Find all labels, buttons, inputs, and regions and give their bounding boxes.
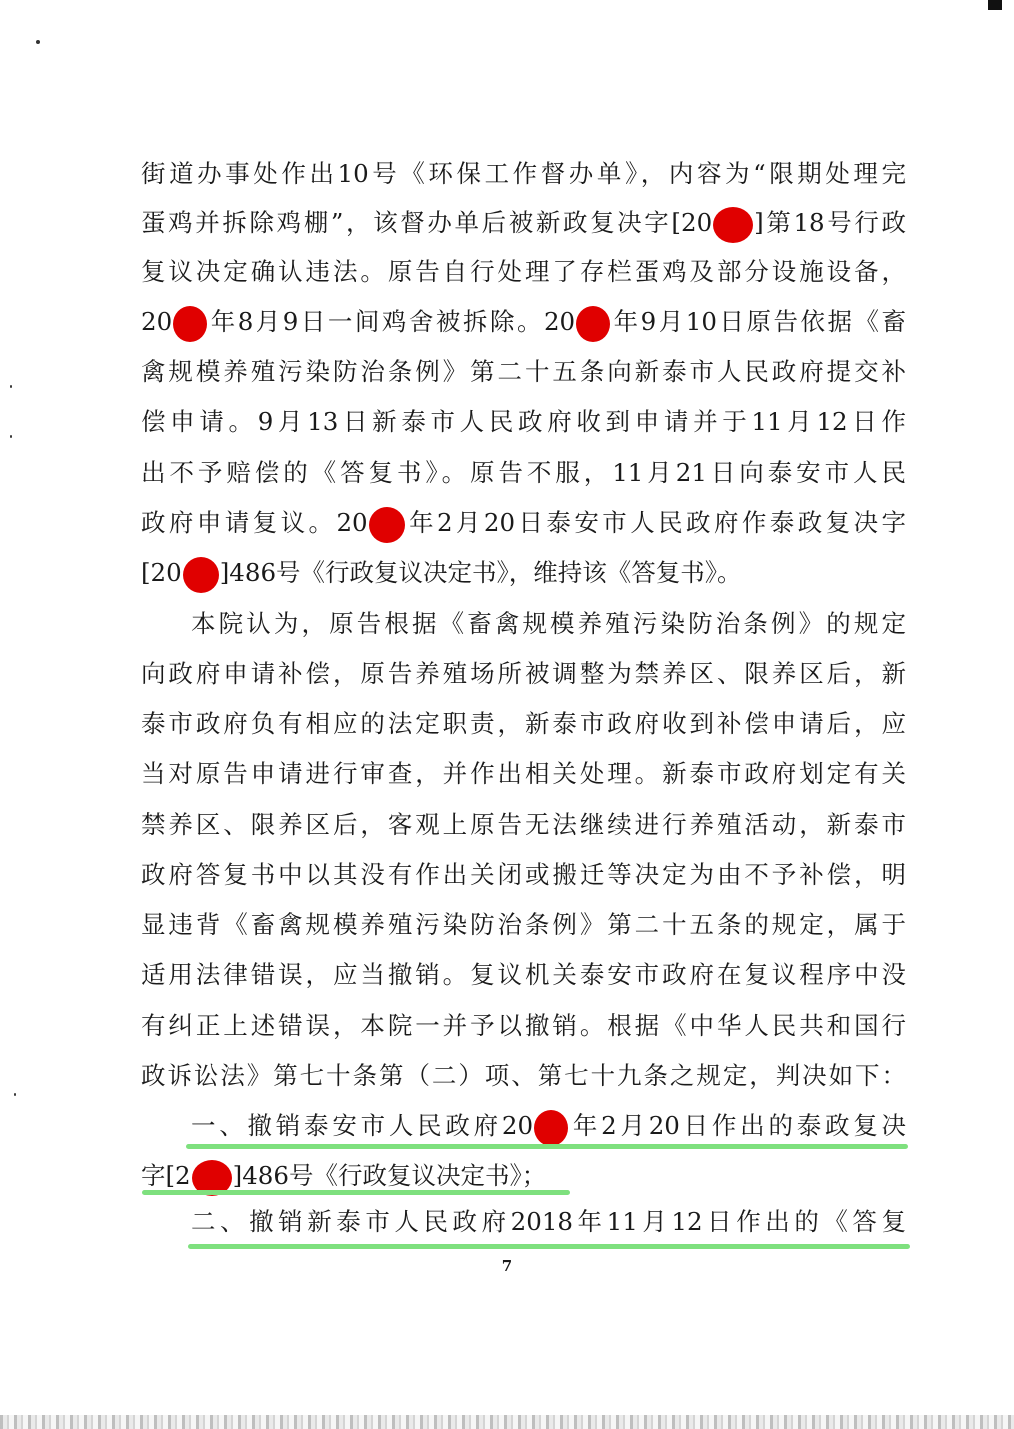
scan-speck xyxy=(36,40,40,44)
scan-speck xyxy=(14,1093,16,1096)
text-line: 20 年8月9日一间鸡舍被拆除。20 年9月10日原告依据《畜 xyxy=(141,302,906,342)
text-line: 有纠正上述错误，本院一并予以撤销。根据《中华人民共和国行 xyxy=(141,1011,906,1040)
text-line: 向政府申请补偿，原告养殖场所被调整为禁养区、限养区后，新 xyxy=(141,659,906,688)
redaction-mark xyxy=(369,507,405,543)
redaction-mark xyxy=(713,207,753,243)
text-line: 出不予赔偿的《答复书》。原告不服，11月21日向泰安市人民 xyxy=(141,458,906,487)
highlight-underline xyxy=(142,1190,570,1195)
text-line: [20 ]486号《行政复议决定书》，维持该《答复书》。 xyxy=(141,553,906,593)
text-line: 适用法律错误，应当撤销。复议机关泰安市政府在复议程序中没 xyxy=(141,960,906,989)
text-line: 本院认为，原告根据《畜禽规模养殖污染防治条例》的规定 xyxy=(191,609,906,638)
text-line: 偿申请。9月13日新泰市人民政府收到申请并于11月12日作 xyxy=(141,407,906,436)
text-line: 当对原告申请进行审查，并作出相关处理。新泰市政府划定有关 xyxy=(141,759,906,788)
text-line: 显违背《畜禽规模养殖污染防治条例》第二十五条的规定，属于 xyxy=(141,910,906,939)
scan-speck xyxy=(10,435,12,438)
judgment-item-2: 二、撤销新泰市人民政府2018年11月12日作出的《答复 xyxy=(191,1207,906,1236)
text-line: 禽规模养殖污染防治条例》第二十五条向新泰市人民政府提交补 xyxy=(141,357,906,386)
text-line: 复议决定确认违法。原告自行处理了存栏蛋鸡及部分设施设备， xyxy=(141,257,906,286)
scan-corner-mark xyxy=(988,0,1002,10)
text-line: 泰市政府负有相应的法定职责，新泰市政府收到补偿申请后，应 xyxy=(141,709,906,738)
highlight-underline xyxy=(188,1244,910,1249)
highlight-underline xyxy=(186,1144,908,1149)
redaction-mark xyxy=(534,1110,568,1146)
judgment-item-1: 一、撤销泰安市人民政府20 年2月20日作出的泰政复决 xyxy=(141,1106,906,1146)
judgment-item-1-continued: 字[2 ]486号《行政复议决定书》； xyxy=(141,1156,906,1196)
redaction-mark xyxy=(576,306,610,342)
scan-edge xyxy=(0,1415,1014,1429)
redaction-mark xyxy=(173,306,207,342)
scan-speck xyxy=(10,385,12,388)
text-line: 蛋鸡并拆除鸡棚”，该督办单后被新政复决字[20 ]第18号行政 xyxy=(141,203,906,243)
text-line: 政府申请复议。20 年2月20日泰安市人民政府作泰政复决字 xyxy=(141,503,906,543)
page-number: 7 xyxy=(501,1257,513,1275)
text-line: 街道办事处作出10号《环保工作督办单》，内容为“限期处理完 xyxy=(141,159,906,188)
text-line: 政府答复书中以其没有作出关闭或搬迁等决定为由不予补偿，明 xyxy=(141,860,906,889)
text-line: 禁养区、限养区后，客观上原告无法继续进行养殖活动，新泰市 xyxy=(141,810,906,839)
text-line: 政诉讼法》第七十条第（二）项、第七十九条之规定，判决如下： xyxy=(141,1061,906,1090)
redaction-mark xyxy=(183,557,219,593)
